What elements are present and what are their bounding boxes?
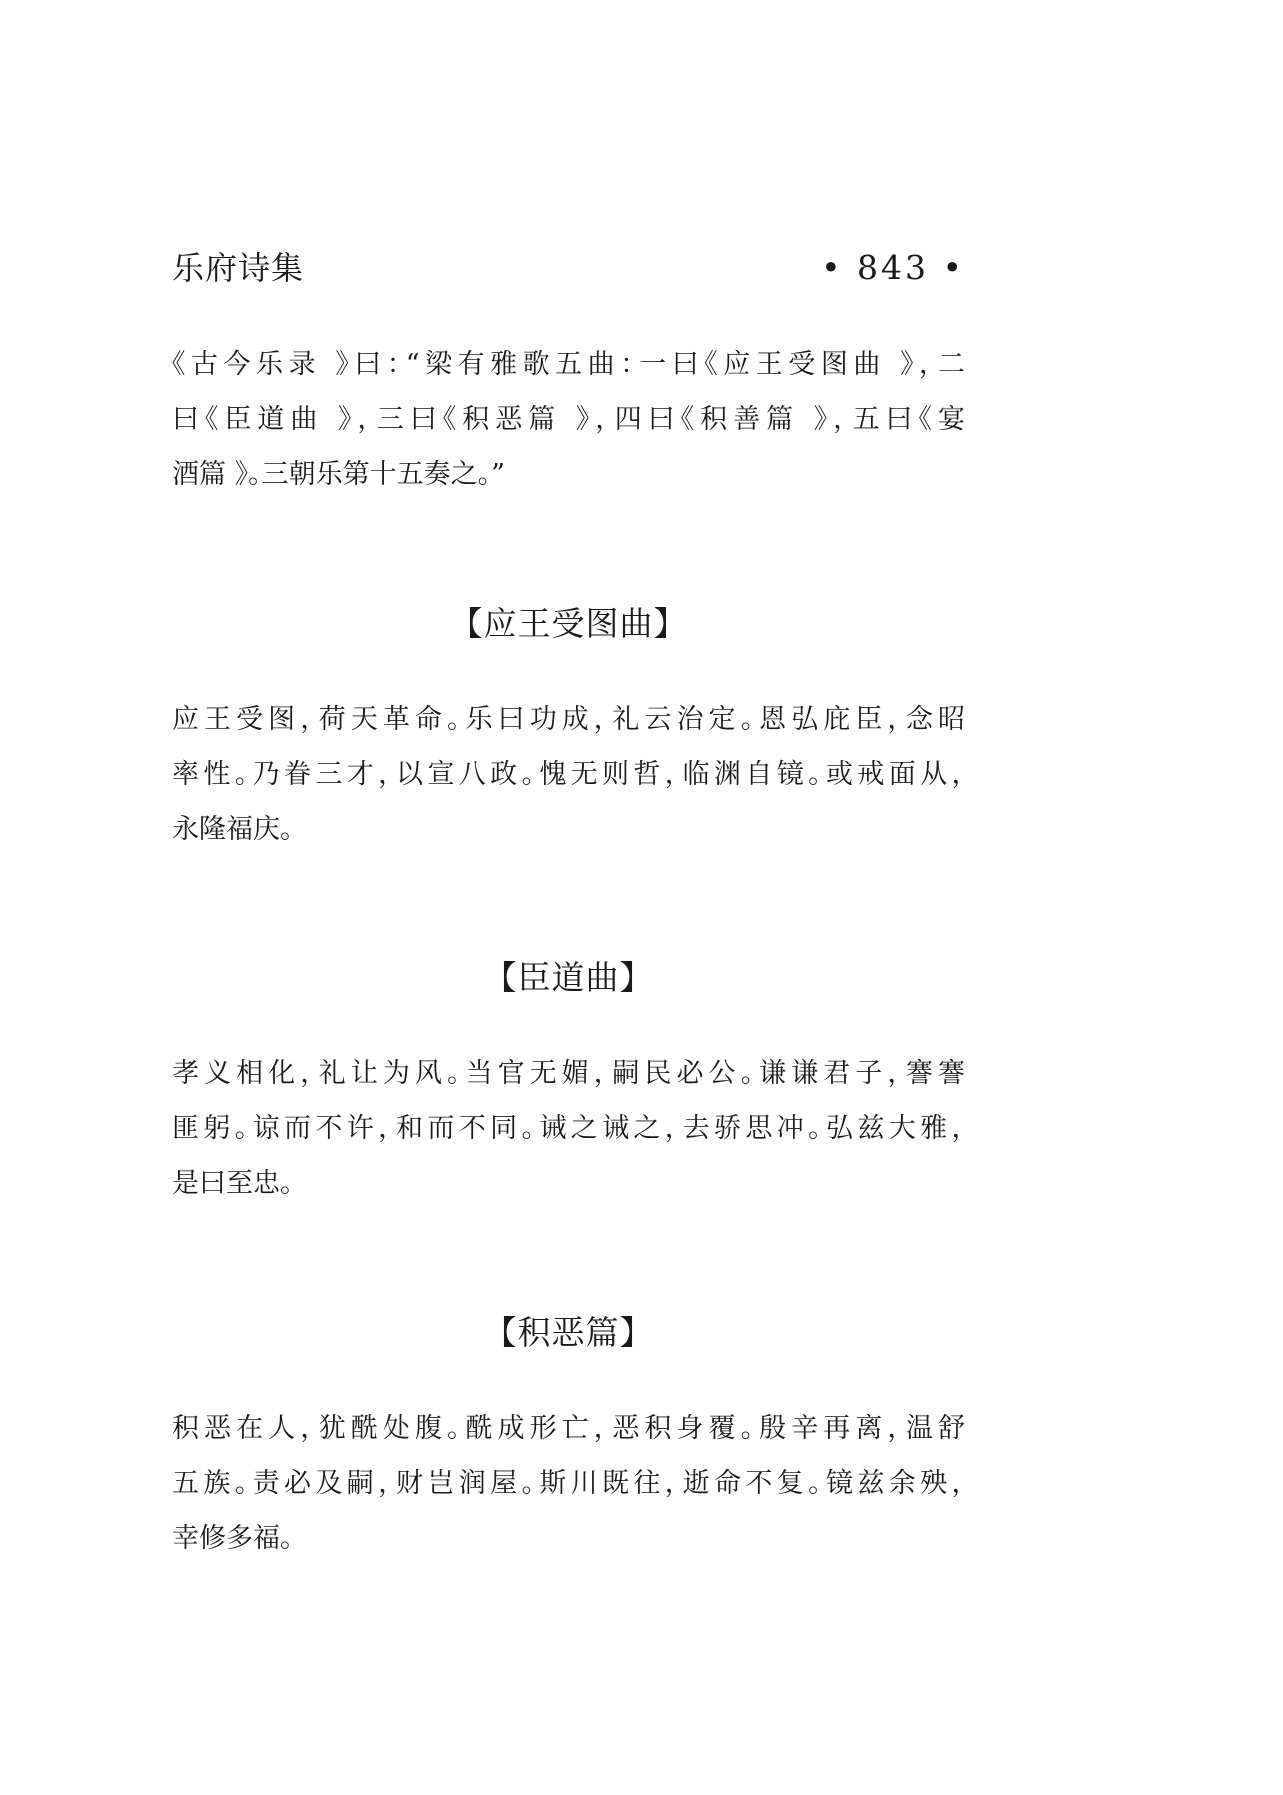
book-title: 乐府诗集: [172, 249, 305, 287]
poem-line: 匪躬。谅而不许，和而不同。诫之诫之，去骄思冲。弘兹大雅，: [172, 1113, 965, 1144]
intro-line: 《古今乐录 》曰：“梁有雅歌五曲：一曰《应王受图曲 》，二: [172, 349, 965, 380]
poem-line: 积恶在人，犹酰处腹。酰成形亡，恶积身覆。殷辛再离，温舒: [172, 1413, 965, 1444]
poem-line: 五族。责必及嗣，财岂润屋。斯川既往，逝命不复。镜兹余殃，: [172, 1468, 965, 1499]
intro-paragraph: [172, 337, 965, 502]
page-number: • 843 •: [821, 248, 965, 287]
poem-ji-e-pian: [172, 1401, 965, 1566]
section-title-ying-wang-shou-tu-qu: 【应王受图曲】: [449, 604, 688, 643]
section-title-chen-dao-qu: 【臣道曲】: [483, 958, 654, 997]
intro-line: 曰《臣道曲 》，三曰《积恶篇 》，四曰《积善篇 》，五曰《宴: [172, 404, 965, 435]
poem-line: 率性。乃眷三才，以宣八政。愧无则哲，临渊自镜。或戒面从，: [172, 759, 965, 790]
section-title-ji-e-pian: 【积恶篇】: [483, 1313, 654, 1352]
poem-line: 永隆福庆。: [172, 814, 294, 845]
poem-line: 孝义相化，礼让为风。当官无媚，嗣民必公。谦谦君子，謇謇: [172, 1058, 965, 1089]
poem-line: 是曰至忠。: [172, 1168, 294, 1199]
poem-ying-wang-shou-tu-qu: [172, 692, 965, 857]
poem-line: 幸修多福。: [172, 1523, 294, 1554]
page-header: [172, 240, 965, 296]
poem-chen-dao-qu: [172, 1046, 965, 1211]
intro-line: 酒篇 》。三朝乐第十五奏之。”: [172, 459, 505, 490]
poem-line: 应王受图，荷天革命。乐曰功成，礼云治定。恩弘庇臣，念昭: [172, 704, 965, 735]
